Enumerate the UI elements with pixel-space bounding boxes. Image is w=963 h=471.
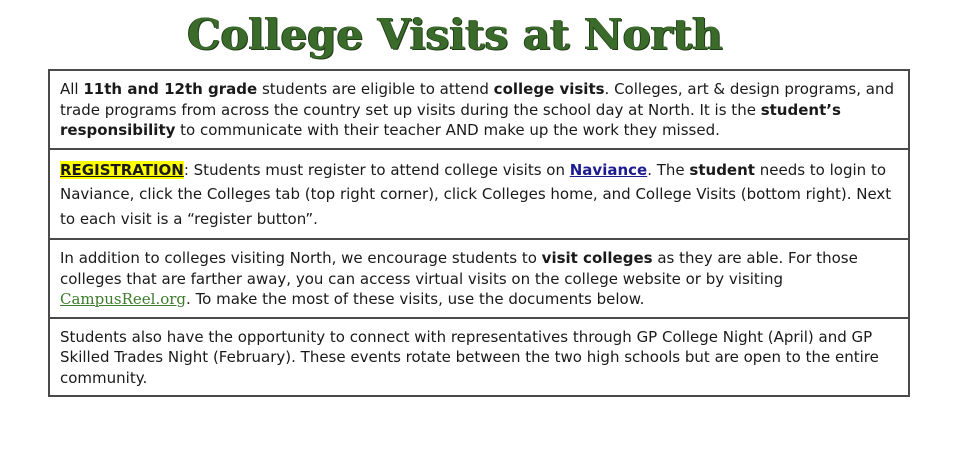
naviance-link[interactable]: Naviance [569,160,648,179]
bold-text: student’s responsibility [60,100,841,139]
text: : Students must register to attend college visits on [183,160,570,179]
registration-label: REGISTRATION [60,160,184,179]
campusreel-link[interactable]: CampusReel.org [60,290,187,308]
eligibility-row [50,71,908,148]
registration-row [50,148,908,239]
page-title: College Visits at North [187,10,723,59]
bold-text: visit colleges [541,249,653,267]
bold-text: college visits [493,80,605,98]
bold-text: 11th and 12th grade [83,80,258,98]
text: All [60,80,84,98]
text: . Colleges, art & design programs, and trade programs from across the country set up visits during the school day at North. It is the [60,80,894,119]
text: as they are able. For those colleges that are farther away, you can access virtual visits on the college website or by visiting [60,249,858,288]
info-table [48,69,910,397]
text: to communicate with their teacher AND make up the work they missed. [175,121,720,139]
text: . To make the most of these visits, use the documents below. [186,290,645,308]
text: needs to login to Naviance, click the Colleges tab (top right corner), click Colleges home, and College Visits (bottom right). Next to each visit is a “register button”. [60,160,892,228]
bold-text: student [689,160,755,179]
text: students are eligible to attend [257,80,494,98]
events-row [50,317,908,396]
text: Students also have the opportunity to connect with representatives through GP College Night (April) and GP Skilled Trades Night (February). These events rotate between the two high schools but are open to the entire community. [60,327,879,387]
text: In addition to colleges visiting North, we encourage students to [60,249,542,267]
text: . The [647,160,690,179]
virtual-visits-row [50,238,908,317]
